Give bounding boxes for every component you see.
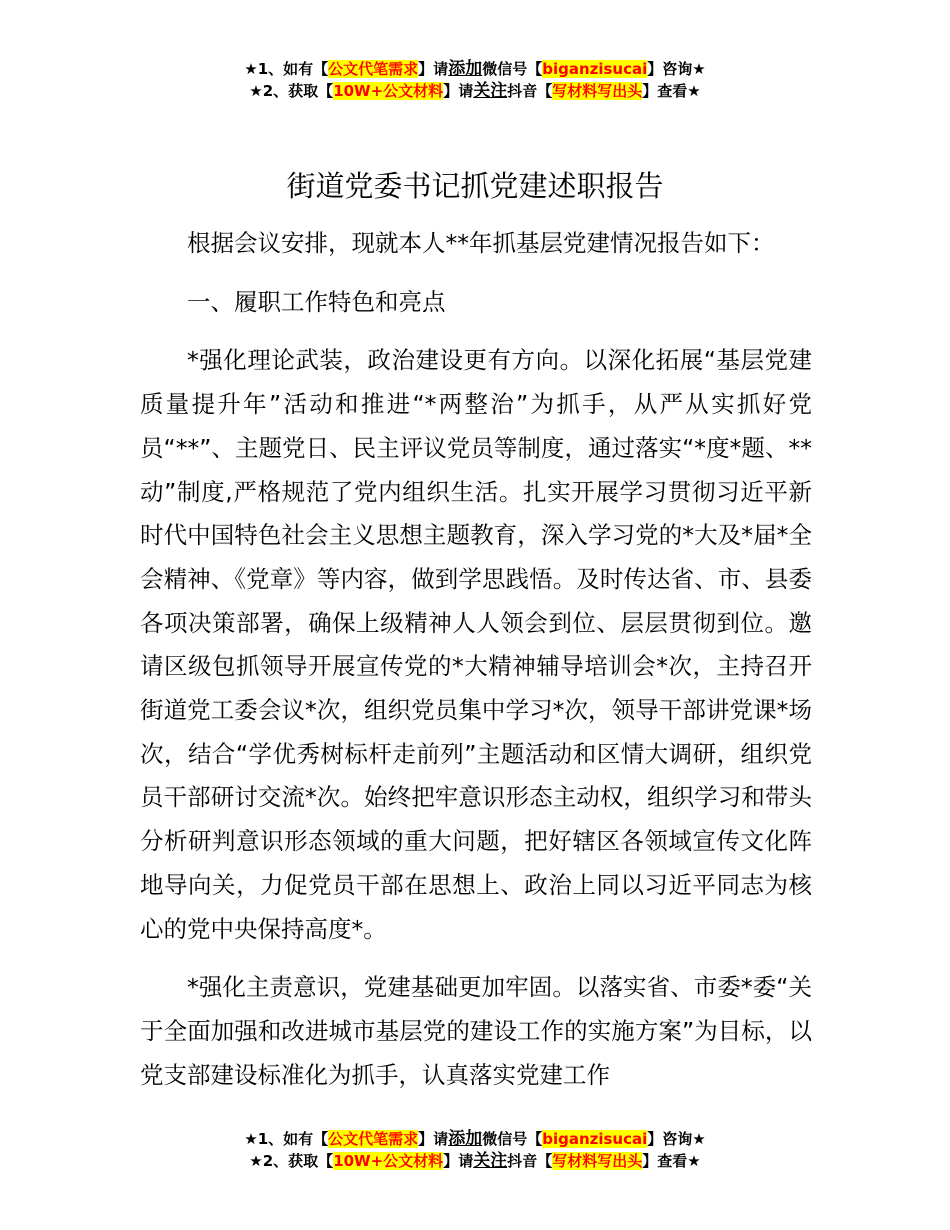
banner-line-2 bbox=[0, 80, 950, 102]
banner-text: 微信号【 bbox=[482, 60, 543, 78]
banner-text: ★1、如有【 bbox=[244, 1130, 329, 1148]
banner-text: ★1、如有【 bbox=[244, 60, 329, 78]
section-heading: 一、履职工作特色和亮点 bbox=[187, 287, 446, 316]
banner-text: 】请 bbox=[418, 60, 449, 78]
banner-douyin-id: 写材料写出头 bbox=[552, 82, 643, 100]
footer-banner bbox=[0, 1128, 950, 1172]
banner-douyin-id: 写材料写出头 bbox=[552, 1152, 643, 1170]
banner-text: 微信号【 bbox=[482, 1130, 543, 1148]
body-paragraph: *强化理论武装，政治建设更有方向。以深化拓展“基层党建质量提升年”活动和推进“*两整治”为抓手，从严从实抓好党员“**”、主题党日、民主评议党员等制度，通过落实“*度*题、**动”制度,严格规范了党内组织生活。扎实开展学习贯彻习近平新时代中国特色社会主义思想主题教育，深入学习党的*大及*届*全会精神、《党章》等内容，做到学思践悟。及时传达省、市、县委各项决策部署，确保上级精神人人领会到位、层层贯彻到位。邀请区级包抓领导开展宣传党的*大精神辅导培训会*次，主持召开街道党工委会议*次，组织党员集中学习*次，领导干部讲党课*场次，结合“学优秀树标杆走前列”主题活动和区情大调研，组织党员干部研讨交流*次。始终把牢意识形态主动权，组织学习和带头分析研判意识形态领域的重大问题，把好辖区各领域宣传文化阵地导向关，力促党员干部在思想上、政治上同以习近平同志为核心的党中央保持高度*。 bbox=[140, 346, 812, 943]
banner-highlight: 10W+公文材料 bbox=[333, 1152, 444, 1170]
banner-text: 】请 bbox=[443, 82, 474, 100]
banner-text: 】查看★ bbox=[642, 82, 701, 100]
banner-underline: 添加 bbox=[448, 59, 483, 79]
banner-underline: 关注 bbox=[473, 81, 508, 101]
banner-text: 抖音【 bbox=[507, 1152, 553, 1170]
banner-text: ★2、获取【 bbox=[249, 82, 334, 100]
banner-line-1 bbox=[0, 58, 950, 80]
banner-text: 抖音【 bbox=[507, 82, 553, 100]
body-paragraph: *强化主责意识，党建基础更加牢固。以落实省、市委*委“关于全面加强和改进城市基层党的建设工作的实施方案”为目标，以党支部建设标准化为抓手，认真落实党建工作 bbox=[140, 973, 812, 1089]
header-banner bbox=[0, 58, 950, 102]
banner-underline: 关注 bbox=[473, 1151, 508, 1171]
banner-line-2 bbox=[0, 1150, 950, 1172]
banner-wechat-id: biganzisucai bbox=[542, 60, 648, 78]
banner-text: 】查看★ bbox=[642, 1152, 701, 1170]
banner-highlight: 公文代笔需求 bbox=[328, 1130, 419, 1148]
banner-text: ★2、获取【 bbox=[249, 1152, 334, 1170]
document-title: 街道党委书记抓党建述职报告 bbox=[286, 169, 664, 203]
banner-text: 】咨询★ bbox=[647, 60, 706, 78]
banner-highlight: 10W+公文材料 bbox=[333, 82, 444, 100]
document-body bbox=[140, 222, 812, 1097]
banner-text: 】请 bbox=[443, 1152, 474, 1170]
banner-highlight: 公文代笔需求 bbox=[328, 60, 419, 78]
banner-line-1 bbox=[0, 1128, 950, 1150]
banner-underline: 添加 bbox=[448, 1129, 483, 1149]
banner-text: 】请 bbox=[418, 1130, 449, 1148]
intro-paragraph: 根据会议安排，现就本人**年抓基层党建情况报告如下： bbox=[187, 229, 775, 257]
banner-text: 】咨询★ bbox=[647, 1130, 706, 1148]
banner-wechat-id: biganzisucai bbox=[542, 1130, 648, 1148]
